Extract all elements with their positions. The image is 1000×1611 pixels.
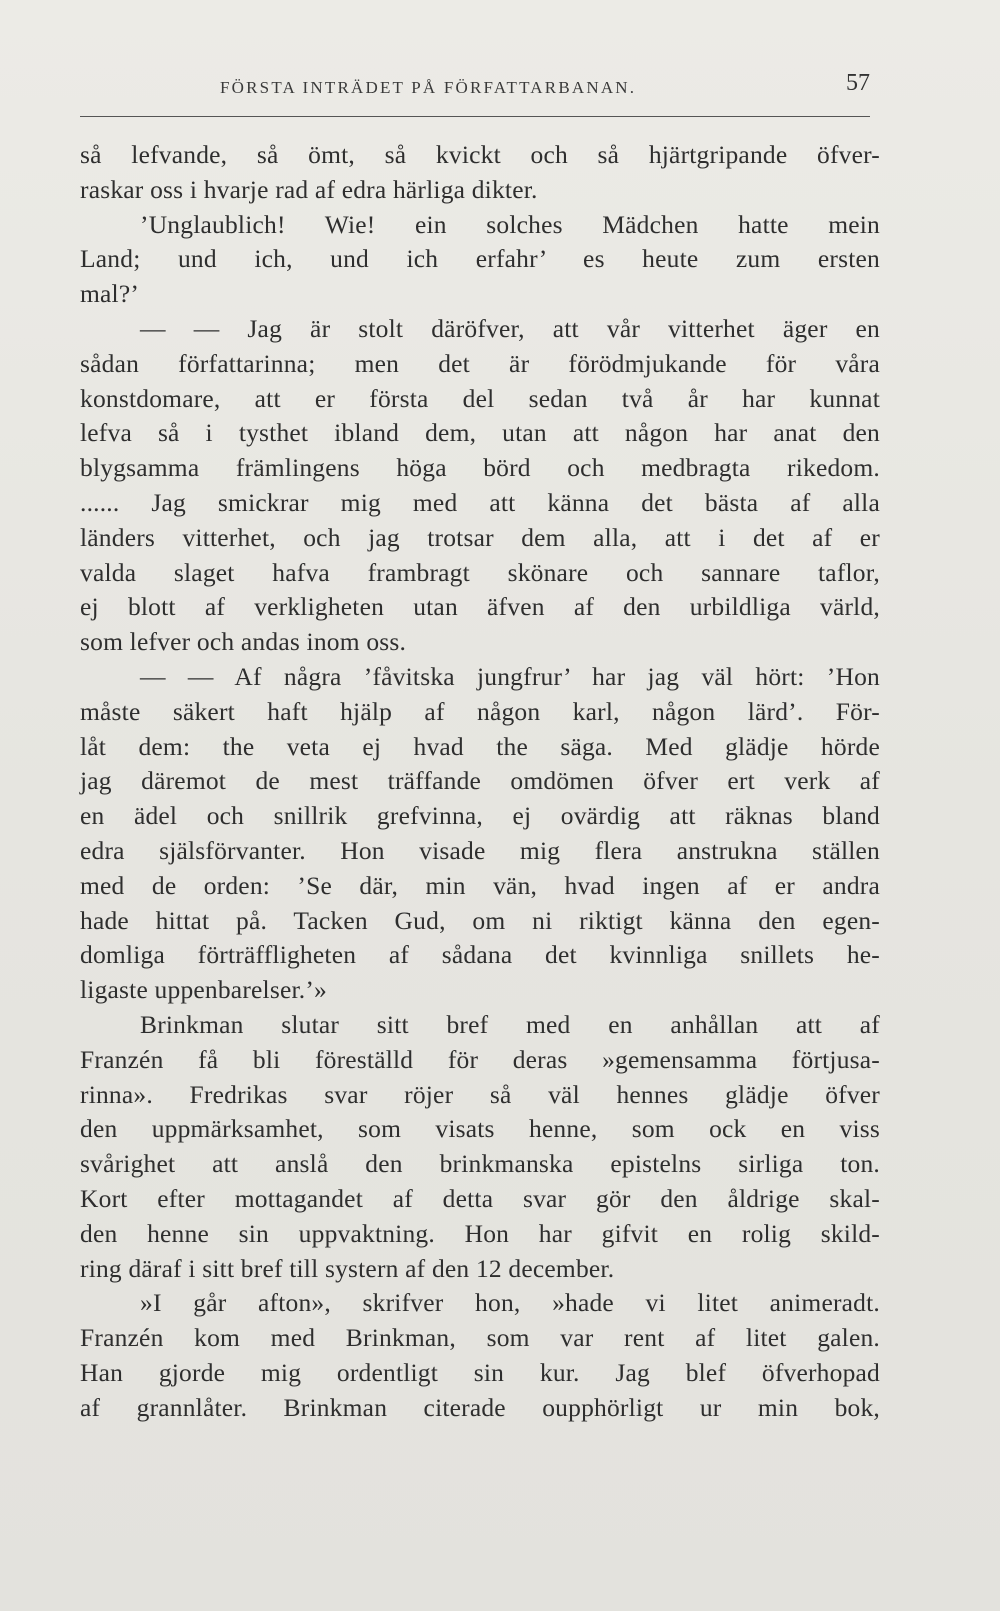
text-line: Land; und ich, und ich erfahr’ es heute zum ersten <box>80 244 880 274</box>
body-text <box>80 138 880 1425</box>
text-line: ...... Jag smickrar mig med att känna det bästa af alla <box>80 487 880 517</box>
text-line: som lefver och andas inom oss. <box>80 627 407 657</box>
text-line: Kort efter mottagandet af detta svar gör den åldrige skal- <box>80 1183 880 1213</box>
text-line: måste säkert haft hjälp af någon karl, någon lärd’. För- <box>80 696 880 726</box>
text-line: Brinkman slutar sitt bref med en anhållan att af <box>140 1009 880 1039</box>
header-rule <box>80 116 870 117</box>
text-line: edra själsförvanter. Hon visade mig flera anstrukna ställen <box>80 835 880 865</box>
text-line: sådan författarinna; men det är förödmjukande för våra <box>80 348 880 378</box>
text-line: Han gjorde mig ordentligt sin kur. Jag blef öfverhopad <box>80 1357 880 1387</box>
text-line: låt dem: the veta ej hvad the säga. Med glädje hörde <box>80 731 880 761</box>
text-line: ej blott af verkligheten utan äfven af den urbildliga värld, <box>80 592 880 622</box>
text-line: så lefvande, så ömt, så kvickt och så hjärtgripande öfver- <box>80 140 880 169</box>
text-line: mal?’ <box>80 279 140 309</box>
text-line: ligaste uppenbarelser.’» <box>80 975 327 1005</box>
text-line: af grannlåter. Brinkman citerade oupphörligt ur min bok, <box>80 1392 880 1422</box>
text-line: — — Jag är stolt däröfver, att vår vitterhet äger en <box>140 313 880 343</box>
text-line: den uppmärksamhet, som visats henne, som ock en viss <box>80 1114 880 1144</box>
text-line: den henne sin uppvaktning. Hon har gifvit en rolig skild- <box>80 1218 880 1248</box>
text-line: länders vitterhet, och jag trotsar dem alla, att i det af er <box>80 522 880 552</box>
text-line: domliga förträffligheten af sådana det kvinnliga snillets he- <box>80 940 880 970</box>
running-head: FÖRSTA INTRÄDET PÅ FÖRFATTARBANAN. <box>220 78 637 97</box>
text-line: — — Af några ’fåvitska jungfrur’ har jag väl hört: ’Hon <box>140 661 880 691</box>
text-line: svårighet att anslå den brinkmanska epistelns sirliga ton. <box>80 1149 880 1179</box>
text-line: lefva så i tysthet ibland dem, utan att någon har anat den <box>80 418 880 448</box>
text-line: »I går afton», skrifver hon, »hade vi litet animeradt. <box>140 1288 880 1318</box>
text-line: blygsamma främlingens höga börd och medbragta rikedom. <box>80 453 880 483</box>
text-line: med de orden: ’Se där, min vän, hvad ingen af er andra <box>80 870 880 900</box>
text-line: konstdomare, att er första del sedan två år har kunnat <box>80 383 880 413</box>
text-line: hade hittat på. Tacken Gud, om ni riktigt känna den egen- <box>80 905 880 935</box>
text-line: en ädel och snillrik grefvinna, ej ovärdig att räknas bland <box>80 801 880 831</box>
text-line: ’Unglaublich! Wie! ein solches Mädchen hatte mein <box>140 209 880 239</box>
text-line: rinna». Fredrikas svar röjer så väl hennes glädje öfver <box>80 1079 880 1109</box>
text-line: Franzén kom med Brinkman, som var rent af litet galen. <box>80 1323 880 1353</box>
text-line: valda slaget hafva frambragt skönare och sannare taflor, <box>80 557 880 587</box>
page-number: 57 <box>846 70 870 96</box>
text-line: jag däremot de mest träffande omdömen öfver ert verk af <box>80 766 880 796</box>
text-line: Franzén få bli föreställd för deras »gemensamma förtjusa- <box>80 1044 880 1074</box>
text-line: ring däraf i sitt bref till systern af den 12 december. <box>80 1253 615 1283</box>
text-line: raskar oss i hvarje rad af edra härliga dikter. <box>80 174 538 204</box>
page-header <box>80 70 870 110</box>
